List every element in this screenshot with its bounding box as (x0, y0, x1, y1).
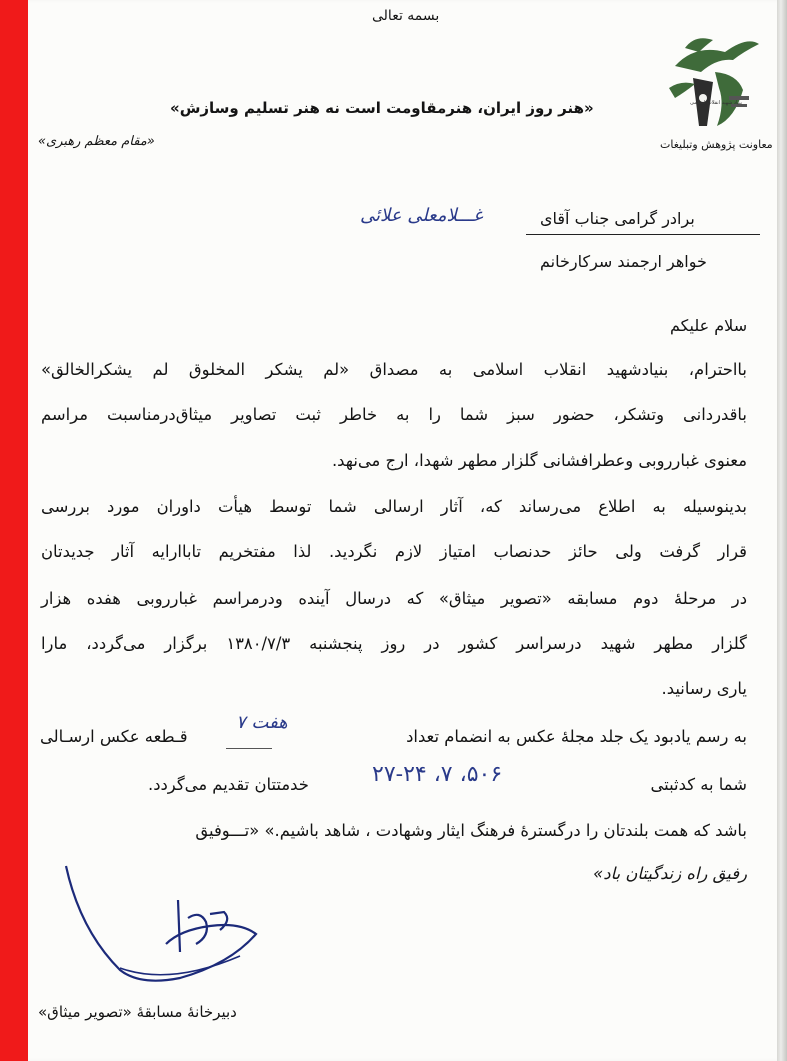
body-line: بااحترام، بنیادشهید انقلاب اسلامی به مصداق «لم یشکر المخلوق لم یشکرالخالق» (41, 360, 747, 379)
count-underline (226, 748, 272, 749)
martyr-foundation-emblem-icon (655, 26, 765, 138)
paper-edge (777, 0, 787, 1061)
org-unit: معاونت پژوهش وتبلیغات (660, 138, 773, 151)
gift-line-2-end: خدمتتان تقدیم می‌گردد. (148, 775, 309, 794)
body-line: معنوی غبارروبی وعطرافشانی گلزار مطهر شهدا، ارج می‌نهد. (331, 451, 747, 470)
logo-caption: بنیاد شهید انقلاب اسلامی (690, 100, 742, 106)
signature-scribble-icon (60, 860, 270, 990)
gift-line-2-start: شما به کدثبتی (650, 775, 747, 794)
body-line: در مرحلهٔ دوم مسابقه «تصویر میثاق» که درسال آینده ودرمراسم غبارروبی هفده هزار (41, 589, 747, 608)
body-line: بدینوسیله به اطلاع می‌رساند که، آثار ارسالی شما توسط هیأت داوران مورد بررسی (41, 497, 747, 516)
basmala: بسمه تعالی (372, 8, 440, 24)
closing-line-1: باشد که همت بلندتان را درگسترهٔ فرهنگ ایثار وشهادت ، شاهد باشیم.» «تـــوفیق (195, 821, 747, 840)
gift-line-end: قـطعه عکس ارسـالی (40, 727, 188, 746)
signer-title: دبیرخانهٔ مسابقهٔ «تصویر میثاق» (38, 1003, 237, 1021)
red-side-strip (0, 0, 28, 1061)
handwritten-photo-count: هفت ۷ (236, 712, 288, 733)
handwritten-signature (60, 860, 270, 990)
body-line: گلزار مطهر شهید درسراسر کشور در روز پنجشنبه ۱۳۸۰/۷/۳ برگزار می‌گردد، مارا (41, 634, 747, 653)
handwritten-registration-code: ۵۰۶، ۷، ۲۷-۲۴ (372, 762, 503, 787)
foundation-logo (655, 26, 765, 138)
body-line: یاری رسانید. (661, 679, 747, 698)
body-line: قرار گرفت ولی حائز حدنصاب امتیاز لازم نگردید. لذا مفتخریم تاباارایه آثار جدیدتان (41, 542, 747, 561)
recipient-sister: خواهر ارجمند سرکارخانم (540, 252, 707, 271)
attribution: «مقام معظم رهبری» (38, 134, 155, 149)
recipient-underline (526, 234, 760, 235)
slogan: «هنر روز ایران، هنرمقاومت است نه هنر تسلیم وسازش» (170, 99, 594, 117)
closing-line-2: رفیق راه زندگیتان باد» (593, 864, 747, 883)
handwritten-recipient-name: غـــلامعلی علائی (360, 205, 483, 226)
recipient-brother: برادر گرامی جناب آقای (540, 209, 695, 228)
greeting: سلام علیکم (670, 316, 748, 335)
body-line: باقدردانی وتشکر، حضور سبز شما را به خاطر ثبت تصاویر میثاق‌درمناسبت مراسم (41, 405, 747, 424)
gift-line-start: به رسم یادبود یک جلد مجلهٔ عکس به انضمام تعداد (406, 727, 747, 746)
